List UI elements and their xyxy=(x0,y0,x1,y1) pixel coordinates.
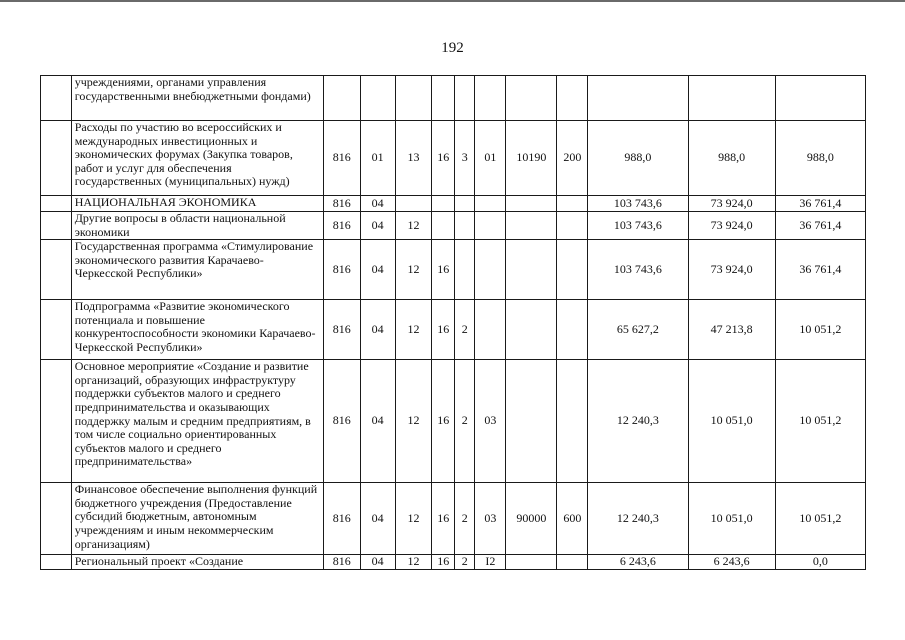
amount-year-1-cell: 65 627,2 xyxy=(588,300,688,360)
subprogram-code-cell: 2 xyxy=(455,360,475,483)
amount-year-2-cell: 47 213,8 xyxy=(688,300,775,360)
section-code-cell: 01 xyxy=(360,121,395,196)
expense-type-code-cell: 200 xyxy=(557,121,588,196)
subprogram-code-cell: 3 xyxy=(455,121,475,196)
subprogram-code-cell: 2 xyxy=(455,300,475,360)
expense-type-code-cell xyxy=(557,360,588,483)
amount-year-3-cell: 10 051,2 xyxy=(775,300,865,360)
amount-year-2-cell: 73 924,0 xyxy=(688,240,775,300)
row-number-cell xyxy=(41,240,72,300)
table-row xyxy=(41,240,866,300)
expense-type-code-cell xyxy=(557,240,588,300)
expense-name-cell: Региональный проект «Создание xyxy=(71,555,323,570)
amount-year-3-cell: 36 761,4 xyxy=(775,196,865,212)
direction-code-cell: 10190 xyxy=(506,121,557,196)
table-row xyxy=(41,555,866,570)
amount-year-3-cell: 0,0 xyxy=(775,555,865,570)
ved-code-cell: 816 xyxy=(323,360,360,483)
section-code-cell: 04 xyxy=(360,196,395,212)
measure-code-cell: 01 xyxy=(475,121,506,196)
ved-code-cell: 816 xyxy=(323,121,360,196)
amount-year-1-cell: 103 743,6 xyxy=(588,212,688,240)
expense-name-cell: Финансовое обеспечение выполнения функций бюджетного учреждения (Предоставление субсидий бюджетным, автономным учреждениям и иным некоммерческим организациям) xyxy=(71,483,323,555)
expense-type-code-cell xyxy=(557,300,588,360)
ved-code-cell: 816 xyxy=(323,555,360,570)
row-number-cell xyxy=(41,121,72,196)
page-top-edge xyxy=(0,0,905,4)
amount-year-3-cell xyxy=(775,76,865,121)
ved-code-cell: 816 xyxy=(323,196,360,212)
table-row xyxy=(41,483,866,555)
amount-year-3-cell: 36 761,4 xyxy=(775,240,865,300)
subsection-code-cell: 12 xyxy=(395,240,432,300)
program-code-cell: 16 xyxy=(432,300,455,360)
direction-code-cell xyxy=(506,76,557,121)
page-number: 192 xyxy=(441,40,464,56)
amount-year-1-cell xyxy=(588,76,688,121)
program-code-cell: 16 xyxy=(432,121,455,196)
table-row xyxy=(41,360,866,483)
direction-code-cell xyxy=(506,240,557,300)
amount-year-2-cell: 10 051,0 xyxy=(688,483,775,555)
program-code-cell xyxy=(432,76,455,121)
measure-code-cell xyxy=(475,240,506,300)
subprogram-code-cell xyxy=(455,240,475,300)
ved-code-cell xyxy=(323,76,360,121)
amount-year-1-cell: 988,0 xyxy=(588,121,688,196)
amount-year-2-cell: 10 051,0 xyxy=(688,360,775,483)
direction-code-cell: 90000 xyxy=(506,483,557,555)
amount-year-1-cell: 12 240,3 xyxy=(588,483,688,555)
subsection-code-cell: 12 xyxy=(395,212,432,240)
ved-code-cell: 816 xyxy=(323,483,360,555)
section-code-cell: 04 xyxy=(360,240,395,300)
expense-name-cell: учреждениями, органами управления государственными внебюджетными фондами) xyxy=(71,76,323,121)
amount-year-2-cell xyxy=(688,76,775,121)
expense-type-code-cell xyxy=(557,555,588,570)
expense-type-code-cell xyxy=(557,212,588,240)
row-number-cell xyxy=(41,360,72,483)
row-number-cell xyxy=(41,76,72,121)
section-code-cell: 04 xyxy=(360,300,395,360)
table-row xyxy=(41,300,866,360)
program-code-cell: 16 xyxy=(432,240,455,300)
expense-type-code-cell xyxy=(557,196,588,212)
subsection-code-cell: 13 xyxy=(395,121,432,196)
subsection-code-cell: 12 xyxy=(395,300,432,360)
amount-year-2-cell: 73 924,0 xyxy=(688,212,775,240)
measure-code-cell: 03 xyxy=(475,483,506,555)
direction-code-cell xyxy=(506,360,557,483)
row-number-cell xyxy=(41,300,72,360)
expense-name-cell: НАЦИОНАЛЬНАЯ ЭКОНОМИКА xyxy=(71,196,323,212)
amount-year-2-cell: 988,0 xyxy=(688,121,775,196)
ved-code-cell: 816 xyxy=(323,300,360,360)
amount-year-3-cell: 10 051,2 xyxy=(775,483,865,555)
expense-name-cell: Государственная программа «Стимулирование экономического развития Карачаево-Черкесской Республики» xyxy=(71,240,323,300)
subsection-code-cell: 12 xyxy=(395,360,432,483)
subsection-code-cell: 12 xyxy=(395,483,432,555)
table-row xyxy=(41,121,866,196)
subprogram-code-cell xyxy=(455,212,475,240)
measure-code-cell xyxy=(475,196,506,212)
section-code-cell: 04 xyxy=(360,483,395,555)
program-code-cell xyxy=(432,196,455,212)
amount-year-1-cell: 103 743,6 xyxy=(588,196,688,212)
program-code-cell: 16 xyxy=(432,483,455,555)
subprogram-code-cell: 2 xyxy=(455,555,475,570)
section-code-cell: 04 xyxy=(360,360,395,483)
direction-code-cell xyxy=(506,196,557,212)
subsection-code-cell xyxy=(395,76,432,121)
measure-code-cell: I2 xyxy=(475,555,506,570)
row-number-cell xyxy=(41,555,72,570)
program-code-cell: 16 xyxy=(432,360,455,483)
amount-year-2-cell: 73 924,0 xyxy=(688,196,775,212)
expense-type-code-cell: 600 xyxy=(557,483,588,555)
expense-name-cell: Другие вопросы в области национальной экономики xyxy=(71,212,323,240)
expense-type-code-cell xyxy=(557,76,588,121)
expense-name-cell: Расходы по участию во всероссийских и международных инвестиционных и экономических форумах (Закупка товаров, работ и услуг для обеспечения государственных (муниципальных) нужд) xyxy=(71,121,323,196)
subprogram-code-cell xyxy=(455,76,475,121)
measure-code-cell xyxy=(475,300,506,360)
measure-code-cell: 03 xyxy=(475,360,506,483)
amount-year-1-cell: 6 243,6 xyxy=(588,555,688,570)
amount-year-2-cell: 6 243,6 xyxy=(688,555,775,570)
budget-table xyxy=(40,75,866,570)
row-number-cell xyxy=(41,212,72,240)
section-code-cell: 04 xyxy=(360,212,395,240)
amount-year-3-cell: 988,0 xyxy=(775,121,865,196)
measure-code-cell xyxy=(475,212,506,240)
section-code-cell xyxy=(360,76,395,121)
expense-name-cell: Основное мероприятие «Создание и развитие организаций, образующих инфраструктуру поддержки субъектов малого и среднего предпринимательства и оказывающих поддержку малым и средним предприятиям, в том числе социально ориентированных субъектов малого и среднего предпринимательства» xyxy=(71,360,323,483)
amount-year-1-cell: 103 743,6 xyxy=(588,240,688,300)
section-code-cell: 04 xyxy=(360,555,395,570)
table-row xyxy=(41,196,866,212)
table-row xyxy=(41,212,866,240)
program-code-cell xyxy=(432,212,455,240)
amount-year-3-cell: 10 051,2 xyxy=(775,360,865,483)
direction-code-cell xyxy=(506,555,557,570)
ved-code-cell: 816 xyxy=(323,240,360,300)
ved-code-cell: 816 xyxy=(323,212,360,240)
measure-code-cell xyxy=(475,76,506,121)
program-code-cell: 16 xyxy=(432,555,455,570)
amount-year-1-cell: 12 240,3 xyxy=(588,360,688,483)
row-number-cell xyxy=(41,483,72,555)
direction-code-cell xyxy=(506,212,557,240)
subprogram-code-cell: 2 xyxy=(455,483,475,555)
table-row xyxy=(41,76,866,121)
direction-code-cell xyxy=(506,300,557,360)
row-number-cell xyxy=(41,196,72,212)
subsection-code-cell xyxy=(395,196,432,212)
amount-year-3-cell: 36 761,4 xyxy=(775,212,865,240)
subsection-code-cell: 12 xyxy=(395,555,432,570)
subprogram-code-cell xyxy=(455,196,475,212)
expense-name-cell: Подпрограмма «Развитие экономического потенциала и повышение конкурентоспособности экономики Карачаево-Черкесской Республики» xyxy=(71,300,323,360)
